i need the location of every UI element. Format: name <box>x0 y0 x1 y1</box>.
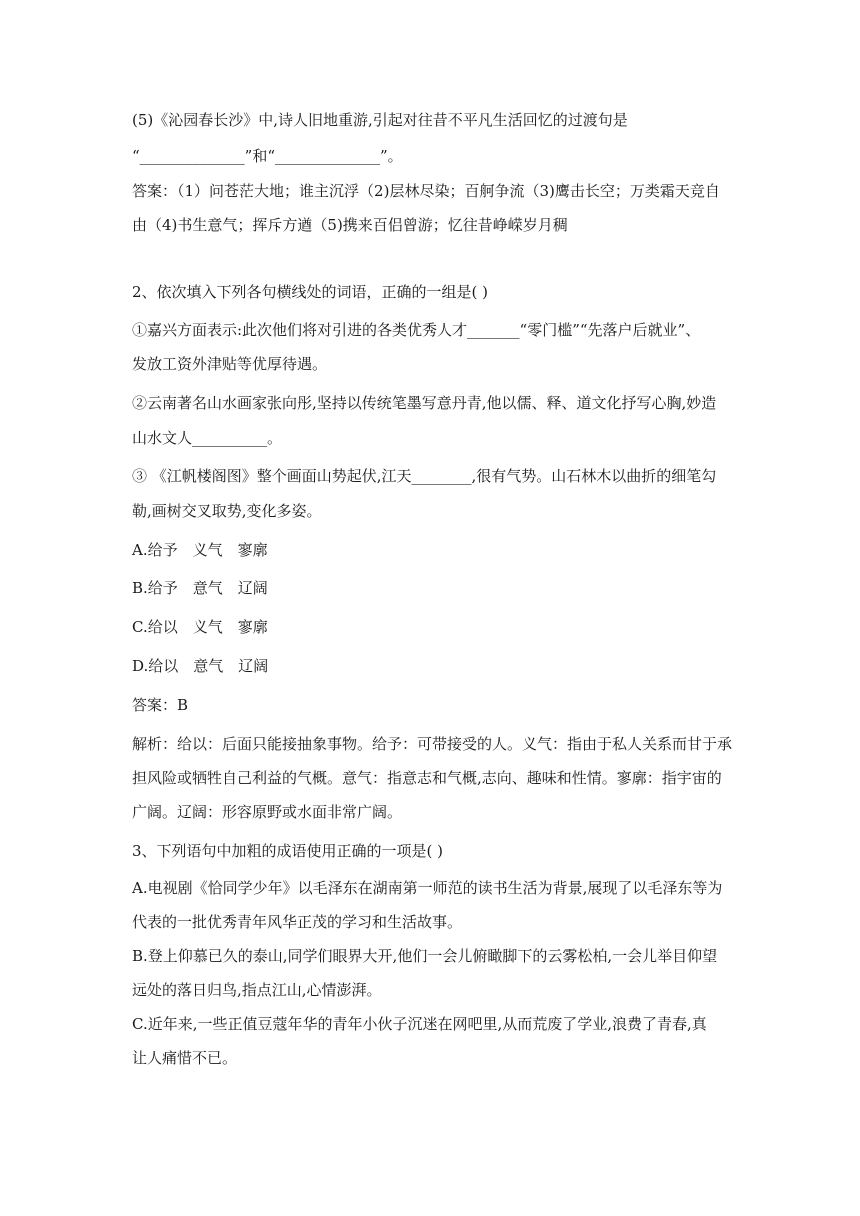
q2-option-a: A.给予 义气 寥廓 <box>132 541 268 559</box>
q2-stem: 2、依次填入下列各句横线处的词语，正确的一组是( ) <box>132 283 489 301</box>
q1-item5-blanks: “______________”和“______________”。 <box>132 147 403 165</box>
q2-sentence3-line1: ③ 《江帆楼阁图》整个画面山势起伏,江天________,很有气势。山石林木以曲折的细笔勾 <box>132 467 717 485</box>
q2-analysis-line1: 解析：给以：后面只能接抽象事物。给予：可带接受的人。义气：指由于私人关系而甘于承 <box>132 735 733 753</box>
q3-option-b-line1: B.登上仰慕已久的泰山,同学们眼界大开,他们一会儿俯瞰脚下的云雾松柏,一会儿举目仰望 <box>132 947 718 965</box>
q2-analysis-line3: 广阔。辽阔：形容原野或水面非常广阔。 <box>132 803 403 821</box>
q2-analysis-line2: 担风险或牺牲自己利益的气概。意气：指意志和气概,志向、趣味和性情。寥廓：指宇宙的 <box>132 769 722 787</box>
q1-item5-text: (5)《沁园春长沙》中,诗人旧地重游,引起对往昔不平凡生活回忆的过渡句是 <box>132 111 628 129</box>
q3-stem: 3、下列语句中加粗的成语使用正确的一项是( ) <box>132 842 444 860</box>
q2-sentence1-line2: 发放工资外津贴等优厚待遇。 <box>132 355 328 373</box>
q2-answer: 答案：B <box>132 696 189 714</box>
q3-option-c-line1: C.近年来,一些正值豆蔻年华的青年小伙子沉迷在网吧里,从而荒废了学业,浪费了青春,真 <box>132 1015 707 1033</box>
q2-option-c: C.给以 义气 寥廓 <box>132 618 268 636</box>
q2-sentence2-line2: 山水文人__________。 <box>132 429 283 447</box>
q3-option-c-line2: 让人痛惜不已。 <box>132 1049 238 1067</box>
q2-sentence3-line2: 勒,画树交叉取势,变化多姿。 <box>132 502 322 520</box>
q2-sentence2-line1: ②云南著名山水画家张向彤,坚持以传统笔墨写意丹青,他以儒、释、道文化抒写心胸,妙造 <box>132 394 717 412</box>
q2-option-d: D.给以 意气 辽阔 <box>132 657 269 675</box>
q3-option-a-line2: 代表的一批优秀青年风华正茂的学习和生活故事。 <box>132 913 463 931</box>
q1-answer-line1: 答案：（1）问苍茫大地；谁主沉浮（2)层林尽染；百舸争流（3)鹰击长空；万类霜天竞自 <box>132 182 720 200</box>
q1-answer-line2: 由（4)书生意气；挥斥方遒（5)携来百侣曾游；忆往昔峥嵘岁月稠 <box>132 216 568 234</box>
q2-option-b: B.给予 意气 辽阔 <box>132 579 268 597</box>
q3-option-b-line2: 远处的落日归鸟,指点江山,心情澎湃。 <box>132 981 382 999</box>
q2-sentence1-line1: ①嘉兴方面表示:此次他们将对引进的各类优秀人才_______“零门槛”“先落户后就业”、 <box>132 321 701 339</box>
q3-option-a-line1: A.电视剧《恰同学少年》以毛泽东在湖南第一师范的读书生活为背景,展现了以毛泽东等为 <box>132 879 723 897</box>
